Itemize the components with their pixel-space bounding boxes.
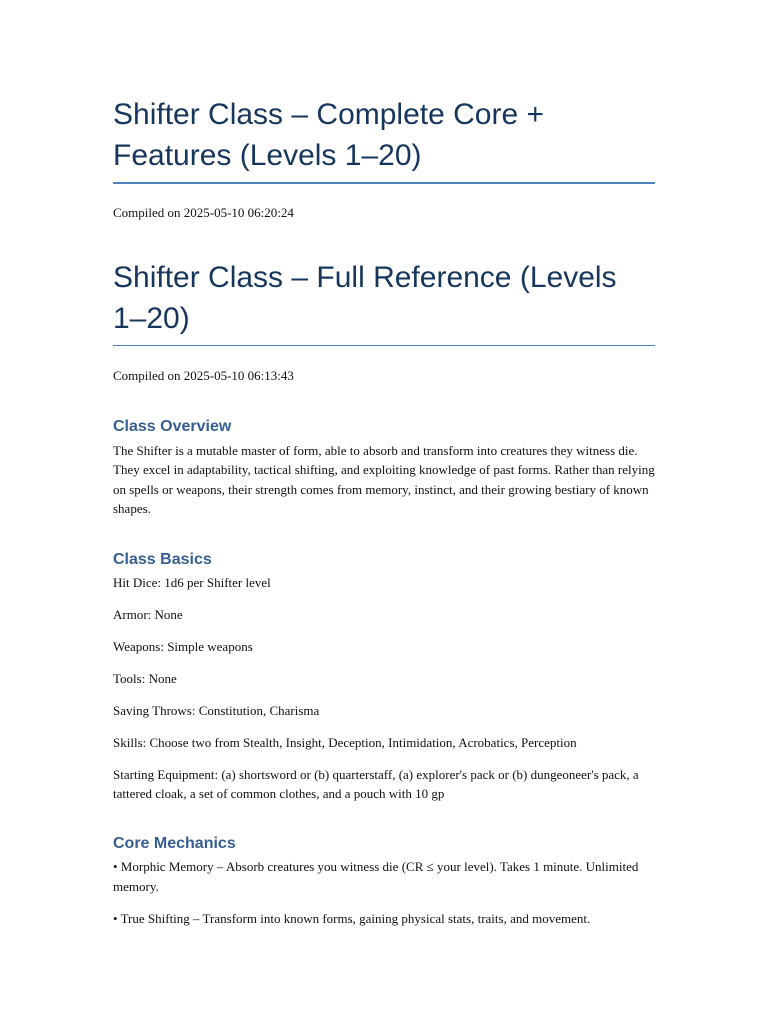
compiled-timestamp-reference: Compiled on 2025-05-10 06:13:43 <box>113 368 294 383</box>
class-overview-text: The Shifter is a mutable master of form, able to absorb and transform into creatures they witness die. They excel in adaptability, tactical shifting, and exploiting knowledge of past forms. Rather than relying on spells or weapons, their strength comes from memory, instinct, and their growing bestiary of known shapes. <box>113 443 655 517</box>
core-item-true-shifting: • True Shifting – Transform into known forms, gaining physical stats, traits, and movement. <box>113 911 591 927</box>
core-item-morphic-memory: • Morphic Memory – Absorb creatures you witness die (CR ≤ your level). Takes 1 minute. Unlimited memory. <box>113 859 639 894</box>
document-page <box>113 0 655 942</box>
compiled-timestamp: Compiled on 2025-05-10 06:20:24 <box>113 205 294 220</box>
class-basics-list <box>113 573 655 804</box>
class-overview-heading: Class Overview <box>113 418 232 435</box>
class-basics-heading: Class Basics <box>113 550 212 568</box>
basics-item-hit-dice: Hit Dice: 1d6 per Shifter level <box>113 574 271 590</box>
basics-item-tools: Tools: None <box>113 670 177 686</box>
core-mechanics-list <box>113 857 655 928</box>
document-title: Shifter Class – Complete Core + Features (Levels 1–20) <box>113 94 655 184</box>
basics-item-skills: Skills: Choose two from Stealth, Insight, Deception, Intimidation, Acrobatics, Perception <box>113 734 577 750</box>
basics-item-armor: Armor: None <box>113 606 183 622</box>
basics-item-saving-throws: Saving Throws: Constitution, Charisma <box>113 702 320 718</box>
basics-item-starting-equipment: Starting Equipment: (a) shortsword or (b) quarterstaff, (a) explorer's pack or (b) dungeoneer's pack, a tattered cloak, a set of common clothes, and a pouch with 10 gp <box>113 766 639 802</box>
core-mechanics-heading: Core Mechanics <box>113 835 236 853</box>
reference-title: Shifter Class – Full Reference (Levels 1–20) <box>113 257 655 346</box>
basics-item-weapons: Weapons: Simple weapons <box>113 638 253 654</box>
